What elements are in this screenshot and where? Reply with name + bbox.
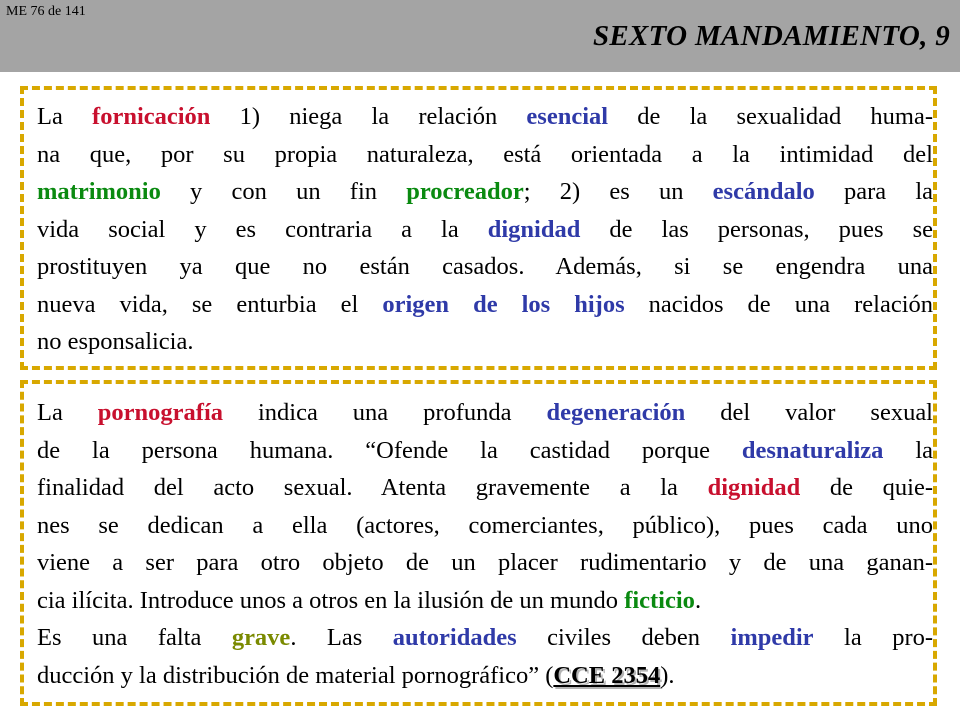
- text-run: y con un fin: [160, 178, 407, 205]
- text-line: [37, 619, 933, 657]
- text-run: vida social y es contraria a la: [37, 215, 488, 243]
- text-run: . Las: [290, 624, 393, 651]
- text-run: de la sexualidad huma-: [608, 103, 933, 130]
- pornography-text-box: [20, 380, 937, 706]
- text-line: prostituyen ya que no están casados. Además, si se engendra una: [37, 253, 933, 280]
- text-run: de quie-: [800, 474, 934, 501]
- text-line: [37, 657, 933, 695]
- text-run: cia ilícita. Introduce unos a otros en la ilusión de un mundo: [37, 586, 625, 614]
- text-run: indica una profunda: [223, 399, 547, 426]
- keyword-impedir: impedir: [730, 624, 814, 651]
- fornication-text-box: [20, 86, 937, 370]
- pornography-paragraph: [37, 394, 933, 694]
- text-run: del valor sexual: [685, 399, 933, 426]
- text-line: na que, por su propia naturaleza, está orientada a la intimidad del: [37, 140, 933, 168]
- text-run: civiles deben: [516, 624, 731, 651]
- text-line: [37, 286, 933, 324]
- keyword-ficticio: ficticio: [624, 586, 695, 614]
- text-run: de la persona humana. “Ofende la castidad porque: [37, 436, 742, 464]
- text-line: [37, 432, 933, 470]
- text-run: de las personas, pues se: [580, 215, 933, 243]
- text-run: La: [37, 399, 98, 426]
- text-line: [37, 582, 933, 620]
- text-run: la pro-: [813, 624, 934, 651]
- keyword-origen-de-los-hijos: origen de los hijos: [382, 290, 625, 318]
- text-line: nes se dedican a ella (actores, comerciantes, público), pues cada uno: [37, 511, 933, 539]
- slide-header: [0, 0, 960, 72]
- text-line: [37, 469, 933, 507]
- keyword-grave: grave: [231, 624, 291, 651]
- keyword-fornicacion: fornicación: [92, 103, 211, 130]
- slide-counter: ME 76 de 141: [6, 4, 86, 19]
- keyword-degeneracion: degeneración: [546, 399, 686, 426]
- keyword-escandalo: escándalo: [712, 178, 815, 205]
- text-line: no esponsalicia.: [37, 328, 194, 355]
- fornication-paragraph: [37, 98, 933, 361]
- keyword-esencial: esencial: [526, 103, 609, 130]
- keyword-pornografia: pornografía: [97, 399, 224, 426]
- keyword-procreador: procreador: [406, 178, 524, 205]
- text-line: viene a ser para otro objeto de un placer rudimentario y de una ganan-: [37, 549, 933, 576]
- text-run: la: [883, 436, 934, 464]
- text-line: [37, 394, 933, 432]
- keyword-autoridades: autoridades: [392, 624, 517, 651]
- keyword-desnaturaliza: desnaturaliza: [741, 436, 884, 464]
- text-line: [37, 211, 933, 249]
- text-run: La: [37, 103, 93, 130]
- text-run: finalidad del acto sexual. Atenta gravemente a la: [37, 474, 708, 501]
- citation-link[interactable]: CCE 2354: [553, 661, 661, 689]
- text-run: ducción y la distribución de material pornográfico” (: [37, 661, 554, 689]
- keyword-matrimonio: matrimonio: [37, 178, 161, 205]
- text-run: para la: [814, 178, 934, 205]
- keyword-dignidad: dignidad: [707, 474, 801, 501]
- text-run: ; 2) es un: [523, 178, 713, 205]
- text-run: nueva vida, se enturbia el: [37, 290, 383, 318]
- text-run: Es una falta: [37, 624, 232, 651]
- text-line: [37, 173, 933, 211]
- slide-title: SEXTO MANDAMIENTO, 9: [592, 20, 950, 52]
- text-run: ).: [660, 661, 675, 689]
- text-line: [37, 98, 933, 136]
- text-run: nacidos de una relación: [624, 290, 934, 318]
- keyword-dignidad: dignidad: [487, 215, 581, 243]
- text-run: .: [694, 586, 702, 614]
- text-run: 1) niega la relación: [210, 103, 527, 130]
